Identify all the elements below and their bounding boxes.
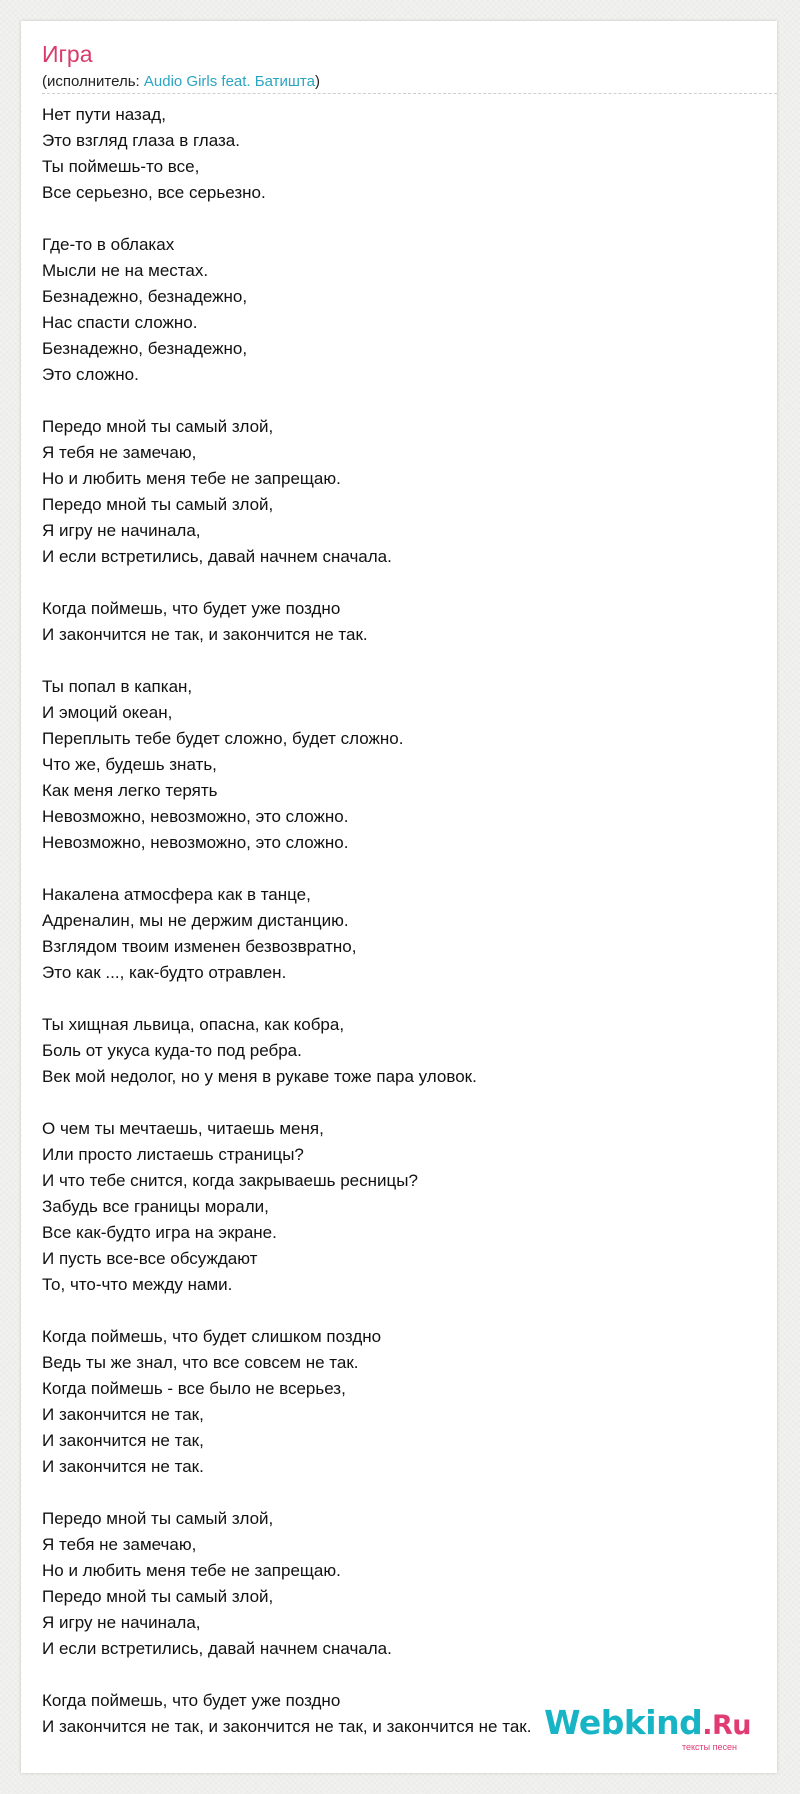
lyric-line: И эмоций океан, <box>42 703 173 722</box>
lyric-line: Все серьезно, все серьезно. <box>42 183 266 202</box>
lyric-line: То, что-что между нами. <box>42 1275 233 1294</box>
lyric-line: Я тебя не замечаю, <box>42 1535 197 1554</box>
lyric-line: Я игру не начинала, <box>42 1613 201 1632</box>
lyric-line: Где-то в облаках <box>42 235 175 254</box>
lyric-line: Я тебя не замечаю, <box>42 443 197 462</box>
lyric-line: Безнадежно, безнадежно, <box>42 339 248 358</box>
lyric-line: Адреналин, мы не держим дистанцию. <box>42 911 349 930</box>
webkind-logo[interactable] <box>544 1703 751 1753</box>
lyric-line: Невозможно, невозможно, это сложно. <box>42 807 349 826</box>
lyric-line: И закончится не так, и закончится не так. <box>42 625 368 644</box>
lyric-line: Но и любить меня тебе не запрещаю. <box>42 469 341 488</box>
lyric-line: И закончится не так, <box>42 1431 204 1450</box>
artist-line <box>42 73 320 91</box>
lyric-line: Как меня легко терять <box>42 781 218 800</box>
lyric-line: Безнадежно, безнадежно, <box>42 287 248 306</box>
lyric-line: Ведь ты же знал, что все совсем не так. <box>42 1353 359 1372</box>
lyric-line: И закончится не так, и закончится не так, и закончится не так. <box>42 1717 532 1736</box>
lyric-line: Передо мной ты самый злой, <box>42 1509 274 1528</box>
lyric-line: Ты попал в капкан, <box>42 677 193 696</box>
lyrics-stanza <box>42 1012 762 1090</box>
lyrics-card <box>21 21 777 1773</box>
logo-wordmark <box>544 1703 751 1742</box>
lyric-line: Когда поймешь, что будет уже поздно <box>42 1691 341 1710</box>
lyrics-stanza <box>42 1116 762 1298</box>
artist-link[interactable]: Audio Girls feat. Батишта <box>143 73 315 90</box>
logo-main-text: Webkind <box>544 1703 703 1742</box>
lyric-line: Это взгляд глаза в глаза. <box>42 131 240 150</box>
lyric-line: Или просто листаешь страницы? <box>42 1145 304 1164</box>
logo-ru-text: .Ru <box>702 1710 751 1741</box>
divider <box>42 93 777 94</box>
artist-prefix: (исполнитель: <box>42 73 144 90</box>
lyric-line: Переплыть тебе будет сложно, будет сложно. <box>42 729 404 748</box>
lyric-line: Накалена атмосфера как в танце, <box>42 885 311 904</box>
lyrics-stanza <box>42 882 762 986</box>
lyric-line: Передо мной ты самый злой, <box>42 495 274 514</box>
lyrics-stanza <box>42 1506 762 1662</box>
lyric-line: Невозможно, невозможно, это сложно. <box>42 833 349 852</box>
lyric-line: Нас спасти сложно. <box>42 313 198 332</box>
lyric-line: Век мой недолог, но у меня в рукаве тоже пара уловок. <box>42 1067 477 1086</box>
lyrics-stanza <box>42 232 762 388</box>
lyric-line: И что тебе снится, когда закрываешь ресницы? <box>42 1171 418 1190</box>
artist-suffix: ) <box>314 73 320 90</box>
lyric-line: Взглядом твоим изменен безвозвратно, <box>42 937 357 956</box>
lyrics-body <box>42 102 762 1766</box>
lyrics-stanza <box>42 596 762 648</box>
lyric-line: Ты хищная львица, опасна, как кобра, <box>42 1015 345 1034</box>
lyrics-stanza <box>42 674 762 856</box>
lyric-line: И пусть все-все обсуждают <box>42 1249 258 1268</box>
lyric-line: Что же, будешь знать, <box>42 755 217 774</box>
lyric-line: Ты поймешь-то все, <box>42 157 200 176</box>
lyrics-stanza <box>42 414 762 570</box>
lyric-line: И если встретились, давай начнем сначала. <box>42 547 392 566</box>
lyric-line: И если встретились, давай начнем сначала. <box>42 1639 392 1658</box>
lyric-line: Забудь все границы морали, <box>42 1197 269 1216</box>
lyric-line: Когда поймешь - все было не всерьез, <box>42 1379 346 1398</box>
lyric-line: Но и любить меня тебе не запрещаю. <box>42 1561 341 1580</box>
lyric-line: Мысли не на местах. <box>42 261 209 280</box>
lyric-line: Передо мной ты самый злой, <box>42 1587 274 1606</box>
lyric-line: Все как-будто игра на экране. <box>42 1223 277 1242</box>
lyric-line: Я игру не начинала, <box>42 521 201 540</box>
lyric-line: Боль от укуса куда-то под ребра. <box>42 1041 302 1060</box>
lyric-line: И закончится не так, <box>42 1405 204 1424</box>
lyric-line: Когда поймешь, что будет уже поздно <box>42 599 341 618</box>
lyric-line: О чем ты мечтаешь, читаешь меня, <box>42 1119 324 1138</box>
logo-tagline: тексты песен <box>681 1742 737 1752</box>
song-title: Игра <box>42 41 93 67</box>
lyric-line: Когда поймешь, что будет слишком поздно <box>42 1327 382 1346</box>
lyric-line: Нет пути назад, <box>42 105 166 124</box>
lyrics-stanza <box>42 1324 762 1480</box>
lyrics-stanza <box>42 102 762 206</box>
lyric-line: Передо мной ты самый злой, <box>42 417 274 436</box>
lyric-line: Это сложно. <box>42 365 139 384</box>
lyric-line: И закончится не так. <box>42 1457 204 1476</box>
lyric-line: Это как ..., как-будто отравлен. <box>42 963 287 982</box>
